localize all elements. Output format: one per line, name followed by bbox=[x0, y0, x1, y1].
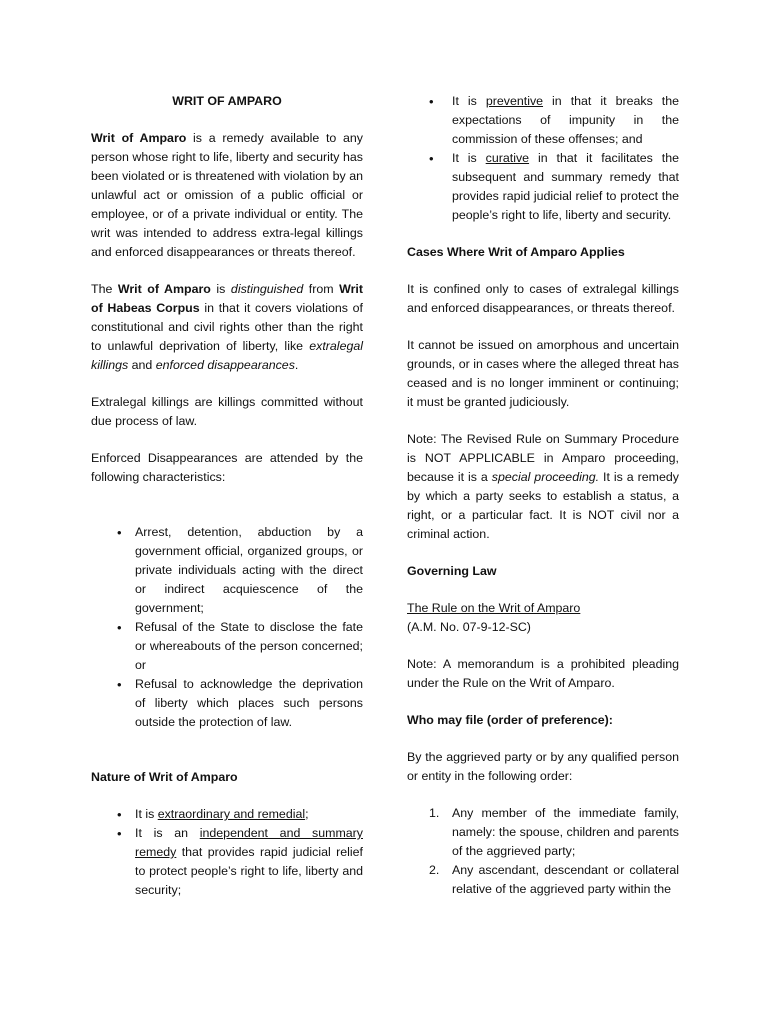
who-may-file-paragraph: By the aggrieved party or by any qualified person or entity in the following order: bbox=[407, 750, 679, 783]
intro-term: Writ of Amparo bbox=[91, 131, 187, 145]
order-number: 1. bbox=[429, 806, 440, 820]
nature-list-continued bbox=[407, 92, 679, 225]
governing-rule-title: The Rule on the Writ of Amparo bbox=[407, 601, 581, 615]
enforced-paragraph: Enforced Disappearances are attended by the following characteristics: bbox=[91, 451, 363, 484]
distinguished-term-2: distinguished bbox=[230, 282, 304, 296]
nature-1-pre: It is bbox=[135, 807, 158, 821]
note1-pre: Note: The Revised Rule on Summary Procedure is NOT APPLICABLE in Amparo proceeding, because it is a bbox=[407, 432, 679, 484]
cases-paragraph-1: It is confined only to cases of extralegal killings and enforced disappearances, or threats thereof. bbox=[407, 282, 679, 315]
distinguished-text-1: The bbox=[91, 282, 118, 296]
nature-4-post: in that it facilitates the subsequent and summary remedy that provides rapid judicial relief to protect the people’s right to life, liberty and security. bbox=[452, 151, 680, 222]
list-item bbox=[407, 149, 679, 225]
intro-paragraph bbox=[91, 129, 363, 262]
spacer bbox=[91, 750, 363, 768]
distinguished-term-1: Writ of Amparo bbox=[117, 282, 211, 296]
nature-4-underlined: curative bbox=[485, 151, 530, 165]
list-item bbox=[407, 804, 679, 861]
list-item bbox=[407, 92, 679, 149]
list-item: • Refusal of the State to disclose the fate or whereabouts of the person concerned; or bbox=[91, 618, 363, 675]
order-text: Any member of the immediate family, namely: the spouse, children and parents of the aggrieved party; bbox=[452, 806, 679, 858]
nature-2-underlined: independent and summary remedy bbox=[135, 826, 363, 859]
left-column bbox=[91, 92, 363, 918]
governing-law-heading: Governing Law bbox=[407, 564, 497, 578]
list-item bbox=[91, 805, 363, 824]
nature-3-underlined: preventive bbox=[485, 94, 544, 108]
right-column bbox=[407, 92, 679, 917]
spacer bbox=[91, 505, 363, 523]
distinguished-text-4: in that it covers violations of constitutional and civil rights other than the right to unlawful deprivation of liberty, like bbox=[91, 301, 363, 353]
nature-2-pre: It is an bbox=[135, 826, 200, 840]
nature-3-post: in that it breaks the expectations of impunity in the commission of these offenses; and bbox=[452, 94, 679, 146]
governing-rule-number: (A.M. No. 07-9-12-SC) bbox=[407, 620, 531, 634]
distinguished-term-3: Writ of Habeas Corpus bbox=[91, 282, 363, 315]
note1-post: It is a remedy by which a party seeks to establish a status, a right, or a particular fact. It is NOT civil nor a criminal action. bbox=[407, 470, 679, 541]
order-text: Any ascendant, descendant or collateral relative of the aggrieved party within the bbox=[452, 863, 679, 896]
document-title: WRIT OF AMPARO bbox=[172, 94, 282, 108]
list-item: • Refusal to acknowledge the deprivation of liberty which places such persons outside the protection of law. bbox=[91, 675, 363, 732]
note1-italic: special proceeding. bbox=[491, 470, 600, 484]
intro-text: is a remedy available to any person whose right to life, liberty and security has been violated or is threatened with violation by an unlawful act or omission of a public official or employee, or of a private individual or entity. The writ was intended to address extra-legal killings and enforced disappearances or threats thereof. bbox=[91, 131, 363, 259]
cases-paragraph-2: It cannot be issued on amorphous and uncertain grounds, or in cases where the alleged threat has ceased and is no longer imminent or continuing; it must be granted judiciously. bbox=[407, 338, 679, 409]
characteristics-list bbox=[91, 523, 363, 732]
distinguished-text-6: . bbox=[294, 358, 299, 372]
note-memorandum: Note: A memorandum is a prohibited pleading under the Rule on the Writ of Amparo. bbox=[407, 657, 679, 690]
nature-heading: Nature of Writ of Amparo bbox=[91, 770, 238, 784]
cases-heading: Cases Where Writ of Amparo Applies bbox=[407, 245, 625, 259]
list-item bbox=[91, 824, 363, 900]
list-item bbox=[407, 861, 679, 899]
distinguished-term-4: extralegal killings bbox=[91, 339, 363, 372]
distinguished-text-2: is bbox=[210, 282, 231, 296]
nature-list bbox=[91, 805, 363, 900]
order-number: 2. bbox=[429, 863, 440, 877]
nature-1-post: ; bbox=[305, 807, 309, 821]
note-summary-procedure bbox=[407, 430, 679, 544]
governing-law-paragraph bbox=[407, 599, 679, 637]
who-may-file-heading: Who may file (order of preference): bbox=[407, 713, 613, 727]
list-item: • Arrest, detention, abduction by a government official, organized groups, or private individuals acting with the direct or indirect acquiescence of the government; bbox=[91, 523, 363, 618]
nature-1-underlined: extraordinary and remedial bbox=[157, 807, 306, 821]
order-list bbox=[407, 804, 679, 899]
nature-4-pre: It is bbox=[452, 151, 486, 165]
distinguished-term-5: enforced disappearances bbox=[155, 358, 295, 372]
extralegal-paragraph: Extralegal killings are killings committed without due process of law. bbox=[91, 395, 363, 428]
distinguished-paragraph bbox=[91, 280, 363, 375]
nature-2-post: that provides rapid judicial relief to protect people’s right to life, liberty and security; bbox=[135, 845, 363, 897]
distinguished-text-3: from bbox=[303, 282, 340, 296]
nature-3-pre: It is bbox=[452, 94, 486, 108]
distinguished-text-5: and bbox=[128, 358, 156, 372]
